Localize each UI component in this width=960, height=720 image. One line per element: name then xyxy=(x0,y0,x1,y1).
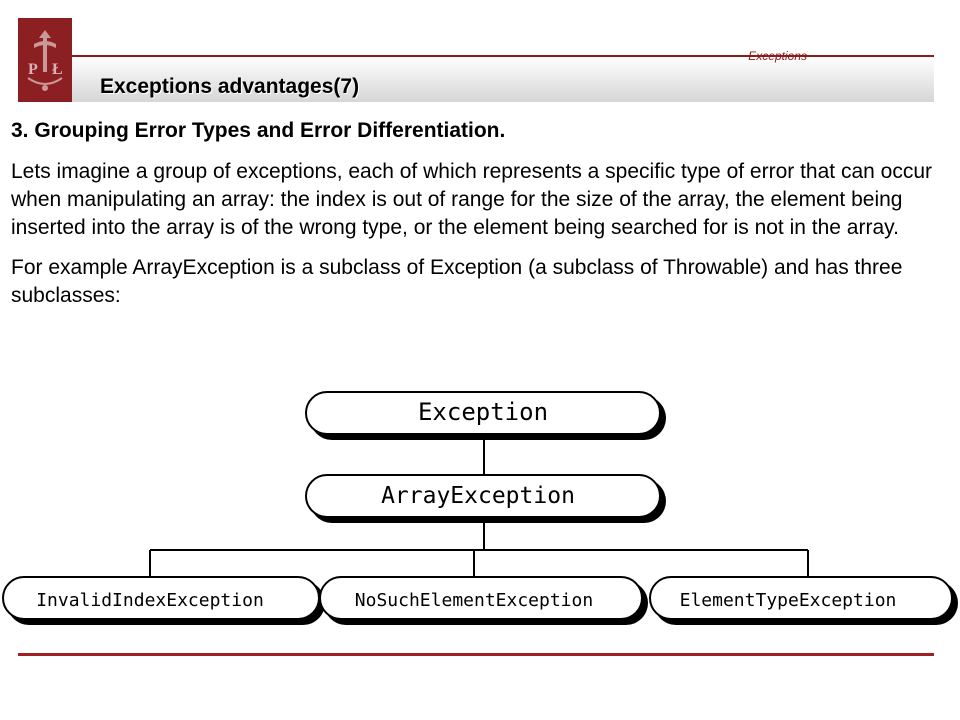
node-exception xyxy=(306,392,666,440)
node-invalid-index-label: InvalidIndexException xyxy=(36,590,264,611)
node-element-type-label: ElementTypeException xyxy=(679,590,897,611)
node-element-type-exception xyxy=(650,577,958,625)
svg-text:Ł: Ł xyxy=(52,61,63,78)
university-logo-icon xyxy=(18,18,72,102)
section-label: Exceptions xyxy=(748,49,807,63)
section-heading: 3. Grouping Error Types and Error Differentiation. xyxy=(11,119,506,142)
footer-rule xyxy=(18,653,934,656)
node-array-exception-label: ArrayException xyxy=(381,483,575,509)
node-no-such-element-exception xyxy=(320,577,648,625)
node-exception-label: Exception xyxy=(417,398,549,426)
paragraph-example: For example ArrayException is a subclass of Exception (a subclass of Throwable) and has three subclasses: xyxy=(11,256,903,307)
node-invalid-index-exception xyxy=(3,577,325,625)
class-hierarchy-diagram xyxy=(0,380,960,640)
node-array-exception xyxy=(306,475,666,523)
slide-title: Exceptions advantages(7) xyxy=(100,75,360,98)
slide-content xyxy=(11,117,946,322)
paragraph-intro: Lets imagine a group of exceptions, each of which represents a specific type of error that can occur when manipulating an array: the index is out of range for the size of the array, the element being inserted into the array is of the wrong type, or the element being searched for is not in the array. xyxy=(11,160,932,239)
node-no-such-element-label: NoSuchElementException xyxy=(354,590,594,611)
svg-text:P: P xyxy=(28,61,38,78)
slide-header xyxy=(18,18,934,102)
